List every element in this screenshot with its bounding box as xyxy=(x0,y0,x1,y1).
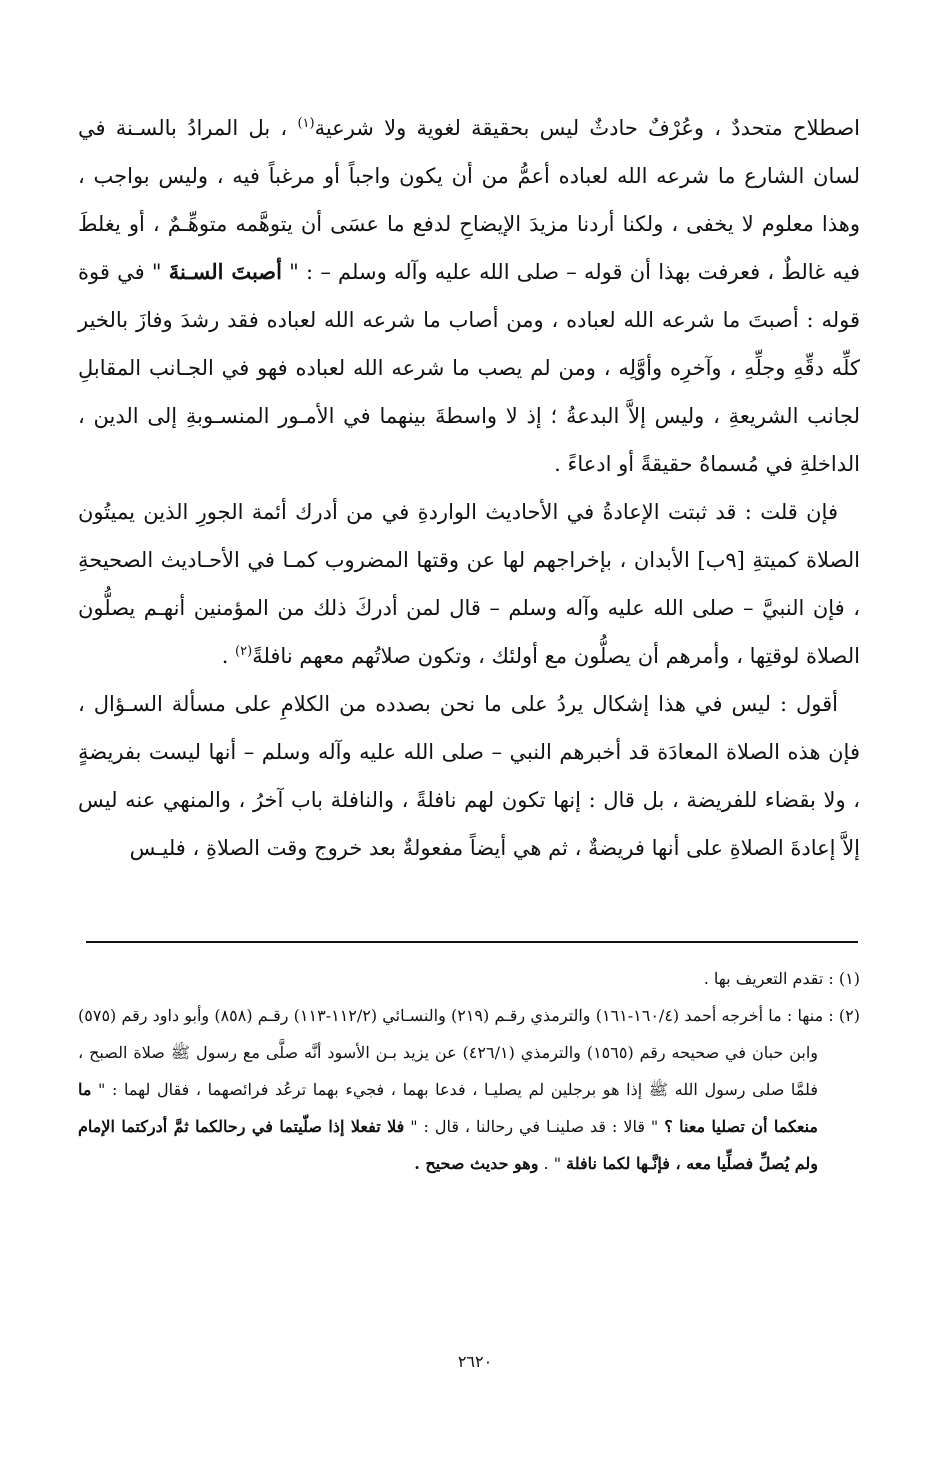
paragraph-2-part-a: فإن قلت : قد ثبتت الإعادةُ في الأحاديث الواردةِ في من أدرك أئمة الجورِ الذين يميتُون الصلاة كميتةِ [٩ب] الأبدان ، بإخراجهم لها عن وقتها المضروب كمـا في الأحـاديث الصحيحةِ ، فإن النبيَّ – صلى الله عليه وآله وسلم – قال لمن أدركَ ذلك من المؤمنين أنهـم يصلُّون الصلاة لوقتِها ، وأمرهم أن يصلُّون مع أولئك ، وتكون صلاتُهم معهم نافلةً xyxy=(78,500,860,668)
footnote-2-part-b: " قالا : قد صلينـا في رحالنا ، قال : " xyxy=(404,1117,665,1136)
paragraph-2 xyxy=(78,488,860,680)
footnote-1: (١) : تقدم التعريف بها . xyxy=(703,969,860,988)
footnote-2 xyxy=(78,997,860,1182)
paragraph-3: أقول : ليس في هذا إشكال يردُ على ما نحن بصدده من الكلامِ على مسألة السـؤال ، فإن هذه الصلاة المعادَة قد أخبرهم النبي – صلى الله عليه وآله وسلم – أنها ليست بفريضةٍ ، ولا بقضاء للفريضة ، بل قال : إنها تكون لهم نافلةً ، والنافلة باب آخرُ ، والمنهي عنه ليس إلاَّ إعادةَ الصلاةِ على أنها فريضةٌ ، ثم هي أيضاً مفعولةٌ بعد خروج وقت الصلاةِ ، فليـس xyxy=(78,692,860,860)
paragraph-1-part-c: " في قوة قوله : أصبتَ ما شرعه الله لعباده ، ومن أصاب ما شرعه الله لعباده فقد رشدَ وفازَ بالخير كلِّه دقِّهِ وجلِّهِ ، وآخرِه وأوَّلِه ، ومن لم يصب ما شرعه الله لعباده فهو في الجـانب المقابلِ لجانب الشريعةِ ، وليس إلاَّ البدعةُ ؛ إذ لا واسطةَ بينهما في الأمـور المنسـوبةِ إلى الدين ، الداخلةِ في مُسماهُ حقيقةً أو ادعاءً . xyxy=(78,260,860,476)
footnote-2-bold-1: ما منعكما أن تصليا معنا ؟ xyxy=(78,1080,818,1136)
footnotes xyxy=(78,960,860,1182)
footnote-separator xyxy=(86,941,858,943)
paragraph-1-bold-quote: أصبتَ السـنةَ xyxy=(168,259,282,284)
footnote-2-bold-2: فلا تفعلا إذا صلّيتما في رحالكما ثمَّ أدركتما الإمام ولم يُصلِّ فصلِّيا معه ، فإنَّـها لكما نافلة xyxy=(78,1117,818,1173)
paragraph-1-part-a: اصطلاح متحددٌ ، وعُرْفٌ حادثٌ ليس بحقيقة لغوية ولا شرعية xyxy=(314,116,860,140)
paragraph-2-part-b: . xyxy=(221,644,236,668)
footnote-2-bold-3: وهو حديث صحيح . xyxy=(414,1154,539,1173)
footnote-ref-2: (٢) xyxy=(235,644,253,659)
paragraph-1-part-b: ، بل المرادُ بالسـنة في لسان الشارع ما شرعه الله لعباده أعمُّ من أن يكون واجباً أو مرغباً فيه ، وليس بواجب ، وهذا معلوم لا يخفى ، ولكنا أردنا مزيدَ الإيضاحِ لدفع ما عسَى أن يتوهَّمه متوهِّـمٌ ، أو يغلطَ فيه غالطٌ ، فعرفت بهذا أن قوله – صلى الله عليه وآله وسلم – : " xyxy=(78,116,860,284)
page-number: ٢٦٢٠ xyxy=(457,1352,493,1371)
footnote-2-part-c: " . xyxy=(538,1154,567,1173)
footnote-ref-1: (١) xyxy=(297,116,315,131)
footnote-2-part-a: (٢) : منها : ما أخرجه أحمد (١٦٠/٤-١٦١) والترمذي رقـم (٢١٩) والنسـائي (١١٢/٢-١١٣) رقـم (٨٥٨) وأبو داود رقم (٥٧٥) وابن حبان في صحيحه رقم (١٥٦٥) والترمذي (٤٢٦/١) عن يزيد بـن الأسود أنَّه صلَّى مع رسول ﷺ صلاة الصبح ، فلمَّا صلى رسول الله ﷺ إذا هو برجلين لم يصليـا ، فدعا بهما ، فجيء بهما ترعُد فرائصهما ، فقال لهما : " xyxy=(78,1006,860,1099)
main-text xyxy=(78,104,860,872)
paragraph-1 xyxy=(78,104,860,488)
